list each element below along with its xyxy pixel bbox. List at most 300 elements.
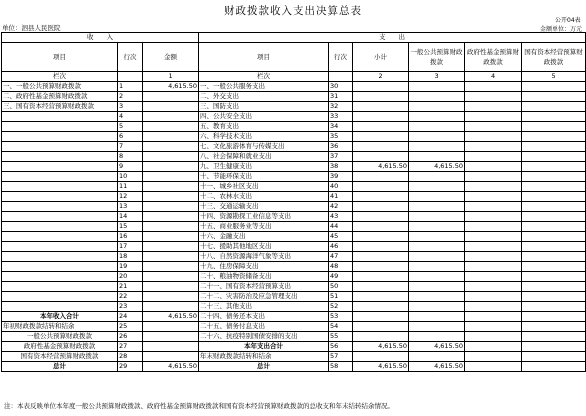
- income-rownum-cell: 28: [118, 352, 143, 362]
- income-item-cell: [2, 142, 118, 152]
- state-capital-cell: [522, 132, 586, 142]
- budget-table: [1, 32, 586, 372]
- fund-budget-cell: [465, 342, 522, 352]
- table-row: [2, 362, 586, 372]
- income-amount-cell: [143, 302, 199, 312]
- state-capital-cell: [522, 262, 586, 272]
- subtotal-cell: [353, 282, 409, 292]
- income-item-cell: [2, 222, 118, 232]
- state-capital-cell: [522, 322, 586, 332]
- state-capital-cell: [522, 122, 586, 132]
- general-budget-cell: [409, 192, 465, 202]
- income-amount-cell: [143, 222, 199, 232]
- table-row: [2, 92, 586, 102]
- subtotal-cell: [353, 212, 409, 222]
- expense-item-cell: 十五、商业服务业等支出: [199, 222, 329, 232]
- expense-item-cell: 四、公共安全支出: [199, 112, 329, 122]
- expense-item-cell: 九、卫生健康支出: [199, 162, 329, 172]
- expense-item-cell: 十三、交通运输支出: [199, 202, 329, 212]
- income-rownum-cell: 24: [118, 312, 143, 322]
- expense-rownum-cell: 55: [329, 332, 353, 342]
- table-row: [2, 252, 586, 262]
- income-rownum-cell: 13: [118, 202, 143, 212]
- table-row: [2, 182, 586, 192]
- income-amount-cell: [143, 282, 199, 292]
- table-row: [2, 172, 586, 182]
- income-item-cell: [2, 212, 118, 222]
- lanci-label: 栏次: [2, 72, 118, 82]
- income-rownum-cell: 19: [118, 262, 143, 272]
- state-capital-cell: [522, 302, 586, 312]
- income-item-cell: [2, 152, 118, 162]
- expense-rownum-cell: 52: [329, 302, 353, 312]
- income-rownum-cell: 3: [118, 102, 143, 112]
- subtotal-cell: [353, 172, 409, 182]
- table-row: [2, 102, 586, 112]
- state-capital-cell: [522, 292, 586, 302]
- income-rownum-cell: 7: [118, 142, 143, 152]
- state-capital-cell: [522, 212, 586, 222]
- state-capital-cell: [522, 172, 586, 182]
- expense-rownum-cell: 39: [329, 172, 353, 182]
- income-item-cell: 总计: [2, 362, 118, 372]
- state-capital-cell: [522, 142, 586, 152]
- fund-budget-cell: [465, 122, 522, 132]
- income-rownum-cell: 2: [118, 92, 143, 102]
- subtotal-header: 小计: [353, 43, 409, 72]
- state-capital-header: 国有资本经营预算财政拨款: [522, 43, 586, 72]
- expense-rownum-header: 行次: [329, 43, 353, 72]
- subtotal-cell: [353, 82, 409, 92]
- expense-rownum-cell: 50: [329, 282, 353, 292]
- table-row: [2, 112, 586, 122]
- fund-budget-cell: [465, 232, 522, 242]
- income-item-header: 项目: [2, 43, 118, 72]
- fund-budget-cell: [465, 82, 522, 92]
- expense-rownum-cell: 33: [329, 112, 353, 122]
- table-row: [2, 132, 586, 142]
- income-rownum-cell: 20: [118, 272, 143, 282]
- expense-item-cell: 十八、自然资源海洋气象等支出: [199, 252, 329, 262]
- income-amount-cell: [143, 202, 199, 212]
- subtotal-cell: [353, 102, 409, 112]
- income-rownum-cell: 15: [118, 222, 143, 232]
- income-item-cell: [2, 172, 118, 182]
- fund-budget-cell: [465, 212, 522, 222]
- income-amount-cell: [143, 182, 199, 192]
- income-item-cell: [2, 232, 118, 242]
- general-budget-cell: [409, 262, 465, 272]
- general-budget-cell: [409, 242, 465, 252]
- income-amount-cell: [143, 272, 199, 282]
- general-budget-cell: [409, 132, 465, 142]
- fund-budget-cell: [465, 162, 522, 172]
- expense-item-cell: 二十五、债务付息支出: [199, 322, 329, 332]
- subtotal-cell: [353, 142, 409, 152]
- income-item-cell: [2, 242, 118, 252]
- fund-budget-cell: [465, 272, 522, 282]
- expense-item-cell: 十二、农林水支出: [199, 192, 329, 202]
- income-amount-cell: [143, 352, 199, 362]
- income-amount-cell: [143, 152, 199, 162]
- fund-budget-cell: [465, 332, 522, 342]
- general-budget-cell: [409, 212, 465, 222]
- income-amount-cell: [143, 332, 199, 342]
- subtotal-cell: [353, 222, 409, 232]
- expense-rownum-cell: 57: [329, 352, 353, 362]
- income-item-cell: 一、一般公共预算财政拨款: [2, 82, 118, 92]
- subtotal-cell: 4,615.50: [353, 162, 409, 172]
- blank-cell: [329, 72, 353, 82]
- column-number-row: [2, 72, 586, 82]
- state-capital-cell: [522, 362, 586, 372]
- expense-item-cell: 十六、金融支出: [199, 232, 329, 242]
- income-item-cell: [2, 302, 118, 312]
- expense-item-cell: 五、教育支出: [199, 122, 329, 132]
- table-row: [2, 262, 586, 272]
- expense-rownum-cell: 31: [329, 92, 353, 102]
- expense-item-cell: 十四、资源勘探工业信息等支出: [199, 212, 329, 222]
- state-capital-cell: [522, 232, 586, 242]
- general-budget-cell: [409, 332, 465, 342]
- col-number-5: 5: [522, 72, 586, 82]
- income-amount-cell: [143, 322, 199, 332]
- general-budget-cell: [409, 282, 465, 292]
- expense-rownum-cell: 34: [329, 122, 353, 132]
- income-amount-cell: [143, 232, 199, 242]
- table-row: [2, 342, 586, 352]
- state-capital-cell: [522, 102, 586, 112]
- expense-item-cell: 八、社会保障和就业支出: [199, 152, 329, 162]
- income-amount-cell: [143, 192, 199, 202]
- income-rownum-cell: 18: [118, 252, 143, 262]
- state-capital-cell: [522, 352, 586, 362]
- expense-item-cell: 二十三、其他支出: [199, 302, 329, 312]
- expense-item-cell: 二十六、抗疫特别国债安排的支出: [199, 332, 329, 342]
- state-capital-cell: [522, 332, 586, 342]
- expense-item-cell: 六、科学技术支出: [199, 132, 329, 142]
- fund-budget-cell: [465, 142, 522, 152]
- state-capital-cell: [522, 202, 586, 212]
- expense-rownum-cell: 41: [329, 192, 353, 202]
- table-row: [2, 232, 586, 242]
- income-item-cell: 政府性基金预算财政拨款: [2, 342, 118, 352]
- expense-item-cell: 年末财政拨款结转和结余: [199, 352, 329, 362]
- income-rownum-cell: 5: [118, 122, 143, 132]
- state-capital-cell: [522, 312, 586, 322]
- income-amount-cell: [143, 212, 199, 222]
- income-rownum-cell: 29: [118, 362, 143, 372]
- subtotal-cell: [353, 312, 409, 322]
- general-budget-cell: [409, 232, 465, 242]
- general-budget-cell: [409, 142, 465, 152]
- table-row: [2, 322, 586, 332]
- fund-budget-cell: [465, 192, 522, 202]
- expense-item-cell: 二十一、国有资本经营预算支出: [199, 282, 329, 292]
- expense-item-cell: 十七、援助其他地区支出: [199, 242, 329, 252]
- expense-item-cell: 七、文化旅游体育与传媒支出: [199, 142, 329, 152]
- income-item-cell: 国有资本经营预算财政拨款: [2, 352, 118, 362]
- income-item-cell: [2, 252, 118, 262]
- income-amount-cell: 4,615.50: [143, 362, 199, 372]
- general-budget-cell: [409, 82, 465, 92]
- expense-item-cell: 十九、住房保障支出: [199, 262, 329, 272]
- table-row: [2, 162, 586, 172]
- expense-item-cell: 三、国防支出: [199, 102, 329, 112]
- expense-item-header: 项目: [199, 43, 329, 72]
- table-row: [2, 352, 586, 362]
- income-amount-cell: 4,615.50: [143, 312, 199, 322]
- subtotal-cell: 4,615.50: [353, 342, 409, 352]
- table-row: [2, 192, 586, 202]
- amount-unit: 金额单位：万元: [540, 26, 583, 33]
- fund-budget-cell: [465, 282, 522, 292]
- income-item-cell: 三、国有资本经营预算财政拨款: [2, 102, 118, 112]
- expense-rownum-cell: 49: [329, 272, 353, 282]
- income-rownum-cell: 25: [118, 322, 143, 332]
- general-budget-cell: [409, 252, 465, 262]
- subtotal-cell: [353, 242, 409, 252]
- table-row: [2, 292, 586, 302]
- subtotal-cell: [353, 92, 409, 102]
- general-budget-cell: [409, 172, 465, 182]
- subtotal-cell: [353, 232, 409, 242]
- income-rownum-cell: 1: [118, 82, 143, 92]
- state-capital-cell: [522, 92, 586, 102]
- income-amount-cell: [143, 292, 199, 302]
- expense-item-cell: 二十、粮油物资储备支出: [199, 272, 329, 282]
- general-budget-cell: [409, 102, 465, 112]
- income-amount-cell: [143, 342, 199, 352]
- fund-budget-cell: [465, 152, 522, 162]
- state-capital-cell: [522, 192, 586, 202]
- income-amount-cell: [143, 132, 199, 142]
- income-rownum-cell: 12: [118, 192, 143, 202]
- fund-budget-cell: [465, 172, 522, 182]
- general-budget-cell: [409, 292, 465, 302]
- expense-item-cell: 一、一般公共服务支出: [199, 82, 329, 92]
- table-row: [2, 152, 586, 162]
- expense-rownum-cell: 53: [329, 312, 353, 322]
- state-capital-cell: [522, 82, 586, 92]
- income-rownum-cell: 9: [118, 162, 143, 172]
- form-code: 公开04表: [555, 17, 581, 24]
- expense-header: 支 出: [199, 33, 586, 43]
- state-capital-cell: [522, 112, 586, 122]
- subtotal-cell: [353, 262, 409, 272]
- fund-budget-cell: [465, 112, 522, 122]
- income-item-cell: [2, 192, 118, 202]
- state-capital-cell: [522, 222, 586, 232]
- income-item-cell: [2, 202, 118, 212]
- fund-budget-cell: [465, 222, 522, 232]
- income-rownum-cell: 23: [118, 302, 143, 312]
- fund-budget-cell: [465, 132, 522, 142]
- expense-item-cell: 总计: [199, 362, 329, 372]
- expense-rownum-cell: 48: [329, 262, 353, 272]
- fund-budget-cell: [465, 182, 522, 192]
- income-rownum-cell: 26: [118, 332, 143, 342]
- income-rownum-cell: 22: [118, 292, 143, 302]
- col-number-2: 2: [353, 72, 409, 82]
- general-budget-cell: [409, 352, 465, 362]
- general-budget-cell: [409, 312, 465, 322]
- income-amount-header: 金额: [143, 43, 199, 72]
- column-header-row: [2, 43, 586, 72]
- table-row: [2, 122, 586, 132]
- expense-item-cell: 十一、城乡社区支出: [199, 182, 329, 192]
- expense-rownum-cell: 54: [329, 322, 353, 332]
- income-amount-cell: [143, 162, 199, 172]
- income-item-cell: [2, 122, 118, 132]
- general-budget-cell: [409, 112, 465, 122]
- expense-rownum-cell: 51: [329, 292, 353, 302]
- income-amount-cell: [143, 92, 199, 102]
- general-budget-cell: [409, 122, 465, 132]
- expense-rownum-cell: 44: [329, 222, 353, 232]
- income-amount-cell: [143, 172, 199, 182]
- general-budget-cell: [409, 182, 465, 192]
- col-number-3: 3: [409, 72, 465, 82]
- table-row: [2, 282, 586, 292]
- general-budget-cell: [409, 322, 465, 332]
- fund-budget-cell: [465, 302, 522, 312]
- table-row: [2, 202, 586, 212]
- expense-item-cell: 本年支出合计: [199, 342, 329, 352]
- general-budget-cell: 4,615.50: [409, 342, 465, 352]
- fund-budget-cell: [465, 252, 522, 262]
- expense-rownum-cell: 46: [329, 242, 353, 252]
- expense-rownum-cell: 45: [329, 232, 353, 242]
- income-rownum-cell: 16: [118, 232, 143, 242]
- income-amount-cell: [143, 262, 199, 272]
- income-rownum-cell: 14: [118, 212, 143, 222]
- income-amount-cell: [143, 112, 199, 122]
- fund-budget-cell: [465, 262, 522, 272]
- income-rownum-cell: 17: [118, 242, 143, 252]
- income-amount-cell: [143, 102, 199, 112]
- general-budget-cell: [409, 152, 465, 162]
- state-capital-cell: [522, 342, 586, 352]
- expense-rownum-cell: 40: [329, 182, 353, 192]
- expense-rownum-cell: 30: [329, 82, 353, 92]
- subtotal-cell: [353, 192, 409, 202]
- subtotal-cell: [353, 272, 409, 282]
- state-capital-cell: [522, 152, 586, 162]
- subtotal-cell: [353, 202, 409, 212]
- fund-budget-header: 政府性基金预算财政拨款: [465, 43, 522, 72]
- general-budget-cell: [409, 92, 465, 102]
- blank-cell: [118, 72, 143, 82]
- subtotal-cell: 4,615.50: [353, 362, 409, 372]
- general-budget-cell: 4,615.50: [409, 362, 465, 372]
- table-row: [2, 302, 586, 312]
- income-item-cell: [2, 182, 118, 192]
- subtotal-cell: [353, 132, 409, 142]
- expense-rownum-cell: 35: [329, 132, 353, 142]
- fund-budget-cell: [465, 202, 522, 212]
- subtotal-cell: [353, 252, 409, 262]
- general-budget-header: 一般公共预算财政拨款: [409, 43, 465, 72]
- fund-budget-cell: [465, 92, 522, 102]
- income-amount-cell: [143, 122, 199, 132]
- table-row: [2, 332, 586, 342]
- subtotal-cell: [353, 302, 409, 312]
- fund-budget-cell: [465, 352, 522, 362]
- expense-item-cell: 二十二、灾害防治及应急管理支出: [199, 292, 329, 302]
- income-item-cell: [2, 132, 118, 142]
- lanci-label: 栏次: [199, 72, 329, 82]
- state-capital-cell: [522, 272, 586, 282]
- expense-rownum-cell: 42: [329, 202, 353, 212]
- table-row: [2, 212, 586, 222]
- table-row: [2, 82, 586, 92]
- income-item-cell: [2, 272, 118, 282]
- subtotal-cell: [353, 112, 409, 122]
- expense-item-cell: 十、节能环保支出: [199, 172, 329, 182]
- subtotal-cell: [353, 352, 409, 362]
- subtotal-cell: [353, 292, 409, 302]
- subtotal-cell: [353, 332, 409, 342]
- income-amount-cell: [143, 242, 199, 252]
- income-amount-cell: [143, 252, 199, 262]
- expense-rownum-cell: 58: [329, 362, 353, 372]
- general-budget-cell: [409, 302, 465, 312]
- income-rownum-header: 行次: [118, 43, 143, 72]
- income-item-cell: 本年收入合计: [2, 312, 118, 322]
- col-number-4: 4: [465, 72, 522, 82]
- fund-budget-cell: [465, 312, 522, 322]
- table-row: [2, 142, 586, 152]
- expense-rownum-cell: 36: [329, 142, 353, 152]
- expense-rownum-cell: 32: [329, 102, 353, 112]
- expense-rownum-cell: 38: [329, 162, 353, 172]
- income-rownum-cell: 10: [118, 172, 143, 182]
- table-row: [2, 312, 586, 322]
- state-capital-cell: [522, 182, 586, 192]
- income-rownum-cell: 4: [118, 112, 143, 122]
- income-item-cell: [2, 282, 118, 292]
- expense-item-cell: 二十四、债务还本支出: [199, 312, 329, 322]
- page-title: 财政拨款收入支出决算总表: [224, 5, 362, 17]
- state-capital-cell: [522, 252, 586, 262]
- general-budget-cell: 4,615.50: [409, 162, 465, 172]
- expense-rownum-cell: 43: [329, 212, 353, 222]
- income-amount-cell: [143, 142, 199, 152]
- fund-budget-cell: [465, 242, 522, 252]
- subtotal-cell: [353, 182, 409, 192]
- table-row: [2, 242, 586, 252]
- table-row: [2, 272, 586, 282]
- fund-budget-cell: [465, 322, 522, 332]
- footnote: 注：本表反映单位本年度一般公共预算财政拨款、政府性基金预算财政拨款和国有资本经营预算财政拨款的总收支和年末结转结余情况。: [4, 402, 394, 410]
- unit-label: 单位：泗县人民医院: [2, 24, 61, 32]
- subtotal-cell: [353, 122, 409, 132]
- income-rownum-cell: 11: [118, 182, 143, 192]
- expense-rownum-cell: 47: [329, 252, 353, 262]
- income-item-cell: [2, 112, 118, 122]
- income-rownum-cell: 27: [118, 342, 143, 352]
- income-item-cell: [2, 162, 118, 172]
- expense-rownum-cell: 56: [329, 342, 353, 352]
- general-budget-cell: [409, 202, 465, 212]
- income-rownum-cell: 6: [118, 132, 143, 142]
- income-item-cell: [2, 292, 118, 302]
- fund-budget-cell: [465, 102, 522, 112]
- col-number-1: 1: [143, 72, 199, 82]
- general-budget-cell: [409, 222, 465, 232]
- subtotal-cell: [353, 152, 409, 162]
